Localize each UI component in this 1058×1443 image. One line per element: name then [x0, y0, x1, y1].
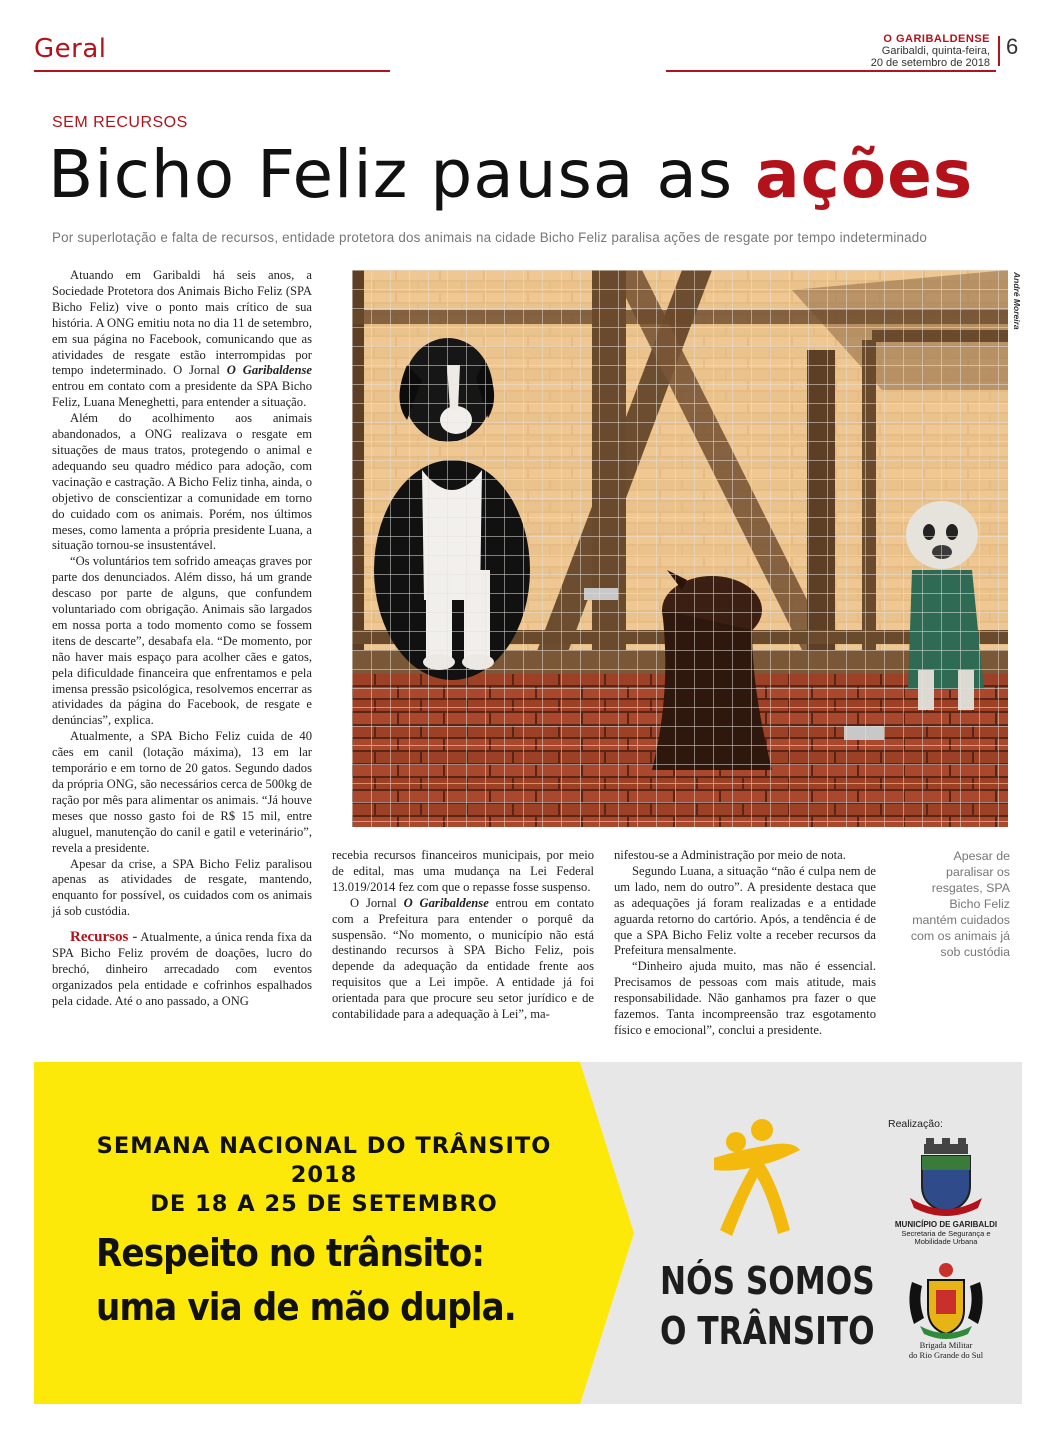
ad-title-line-2: DE 18 A 25 DE SETEMBRO: [150, 1191, 498, 1217]
ad-campaign: [660, 1256, 875, 1356]
paragraph: Segundo Luana, a situação “não é culpa nem de um lado, nem do outro”. A presidente destaca que as adequações já foram realizadas e a entidade aguarda retorno do cartório. Após, a tendência é de que a SPA Bicho Feliz volte a receber recursos da Prefeitura mensalmente.: [614, 863, 876, 958]
paper-name-inline: O Garibaldense: [226, 363, 313, 378]
paragraph: Recursos - Atualmente, a única renda fixa da SPA Bicho Feliz provém de doações, lucro do brechó, dinheiro arrecadado com eventos organizados pela entidade e cofrinhos espalhados pela cidade. Até o ano passado, a ONG: [52, 929, 312, 1008]
masthead: [871, 33, 990, 69]
subhead: Por superlotação e falta de recursos, entidade protetora dos animais na cidade Bicho Feliz paralisa ações de resgate por tempo indeterminado: [52, 230, 928, 245]
paragraph: “Dinheiro ajuda muito, mas não é essencial. Precisamos de pessoas com mais atitude, mais responsabilidade. Não ganhamos pra fazer o que fazemos. Tanta incompreensão traz esgotamento físico e emocional”, conclui a presidente.: [614, 959, 876, 1037]
paragraph: O Jornal O Garibaldense entrou em contato com a Prefeitura para entender o porquê da suspensão. “No momento, o município não está destinando recursos à SPA Bicho Feliz, pois depende da adequação da entidade frente aos requisitos que a Lei impõe. A entidade já foi orientada para que procure seu setor jurídico e de contabilidade para a adequação à Lei”, ma-: [332, 895, 594, 1022]
photo-credit: André Moreira: [1012, 272, 1022, 330]
paper-name-inline: O Garibaldense: [403, 895, 489, 910]
paper-name: O GARIBALDENSE: [883, 33, 990, 45]
ad-campaign-line-2: O TRÂNSITO: [660, 1309, 875, 1353]
paragraph: Atualmente, a SPA Bicho Feliz cuida de 40 cães em canil (lotação máxima), 13 em lar temporário e em torno de 20 gatos. Segundo dados da própria ONG, são necessários cerca de 500kg de ração por mês para alimentar os animais. “Já houve meses que nosso gasto foi de R$ 15 mil, entre aluguel, manutenção do canil e gatil e veterinário”, revela a presidente.: [52, 729, 312, 855]
paragraph: nifestou-se a Administração por meio de nota.: [614, 848, 846, 862]
section-label: Geral: [34, 34, 107, 64]
brigada-name: Brigada Militar do Rio Grande do Sul: [908, 1340, 984, 1360]
paragraph: recebia recursos financeiros municipais, por meio de edital, mas uma mudança na Lei Federal 13.019/2014 fez com que o repasse fosse suspenso.: [332, 848, 594, 894]
ad-slogan-line-2: uma via de mão dupla.: [96, 1285, 516, 1329]
paragraph: “Os voluntários tem sofrido ameaças graves por parte dos denunciados. Além disso, há um grande descaso por parte de alguns, que confundem voluntariado com obrigação. Animais são largados em nossa porta a todo momento como se fossem itens de descarte”, desabafa ela. “De momento, por não haver mais espaço para acolher cães e gatos, pela dificuldade financeira que enfrentamos e pela imensa pressão psicológica, resolvemos encerrar as atividades da página do Facebook, de resgate e denúncias”, explica.: [52, 554, 313, 728]
page-divider: [998, 36, 1000, 66]
photo-caption: Apesar de paralisar os resgates, SPA Bicho Feliz mantém cuidados com os animais já sob custódia: [910, 849, 1010, 959]
date-line-1: Garibaldi, quinta-feira,: [881, 45, 990, 57]
headline-accent: ações: [755, 136, 974, 213]
kicker: SEM RECURSOS: [52, 114, 188, 131]
municipio-crest-icon: [906, 1138, 986, 1220]
headline-main: Bicho Feliz pausa as: [48, 136, 734, 213]
article-column-2: [332, 848, 594, 1023]
ad-title-line-1: SEMANA NACIONAL DO TRÂNSITO 2018: [96, 1133, 552, 1188]
section-rule: [34, 70, 390, 72]
campaign-figure-icon: [706, 1118, 806, 1238]
masthead-rule: [666, 70, 996, 72]
headline: [48, 136, 973, 213]
brigada-crest-icon: [906, 1262, 986, 1340]
ad-campaign-line-1: NÓS SOMOS: [660, 1259, 875, 1303]
page-number: 6: [1006, 34, 1019, 59]
paragraph: Atuando em Garibaldi há seis anos, a Sociedade Protetora dos Animais Bicho Feliz (SPA Bicho Feliz) vive o ponto mais crítico de sua história. A ONG emitiu nota no dia 11 de setembro, em sua página no Facebook, comunicando que as atividades de resgate estão interrompidas por tempo indeterminado. O Jornal O Garibaldense entrou em contato com a presidente da SPA Bicho Feliz, Luana Meneghetti, para entender a situação.: [52, 268, 313, 410]
municipio-name: MUNICÍPIO DE GARIBALDI Secretaria de Segurança e Mobilidade Urbana: [894, 1220, 998, 1247]
date-line-2: 20 de setembro de 2018: [870, 57, 990, 69]
paragraph: Além do acolhimento aos animais abandonados, a ONG realizava o resgate em situações de maus tratos, protegendo o animal e adequando seu quadro médico para adoção, com vacinação e castração. A Bicho Feliz tinha, ainda, o objetivo de conscientizar a comunidade em torno do cuidado com os animais. Porém, nos últimos meses, como lamenta a própria presidente Luana, a situação tornou-se insustentável.: [52, 411, 312, 553]
article-photo: [352, 270, 1008, 827]
article-column-1: [52, 268, 312, 1010]
inline-subtitle: Recursos -: [70, 929, 138, 946]
paragraph: Apesar da crise, a SPA Bicho Feliz paralisou apenas as atividades de resgate, mantendo, enquanto for possível, os cuidados com os animais já sob custódia.: [52, 856, 312, 919]
ad-slogan-line-1: Respeito no trânsito:: [96, 1231, 485, 1275]
article-column-3: [614, 848, 876, 1039]
dogs-photo-illustration: [352, 270, 1008, 827]
ad-title: [64, 1132, 584, 1219]
ad-realizacao-label: Realização:: [888, 1118, 943, 1130]
ad-slogan: [96, 1226, 516, 1334]
